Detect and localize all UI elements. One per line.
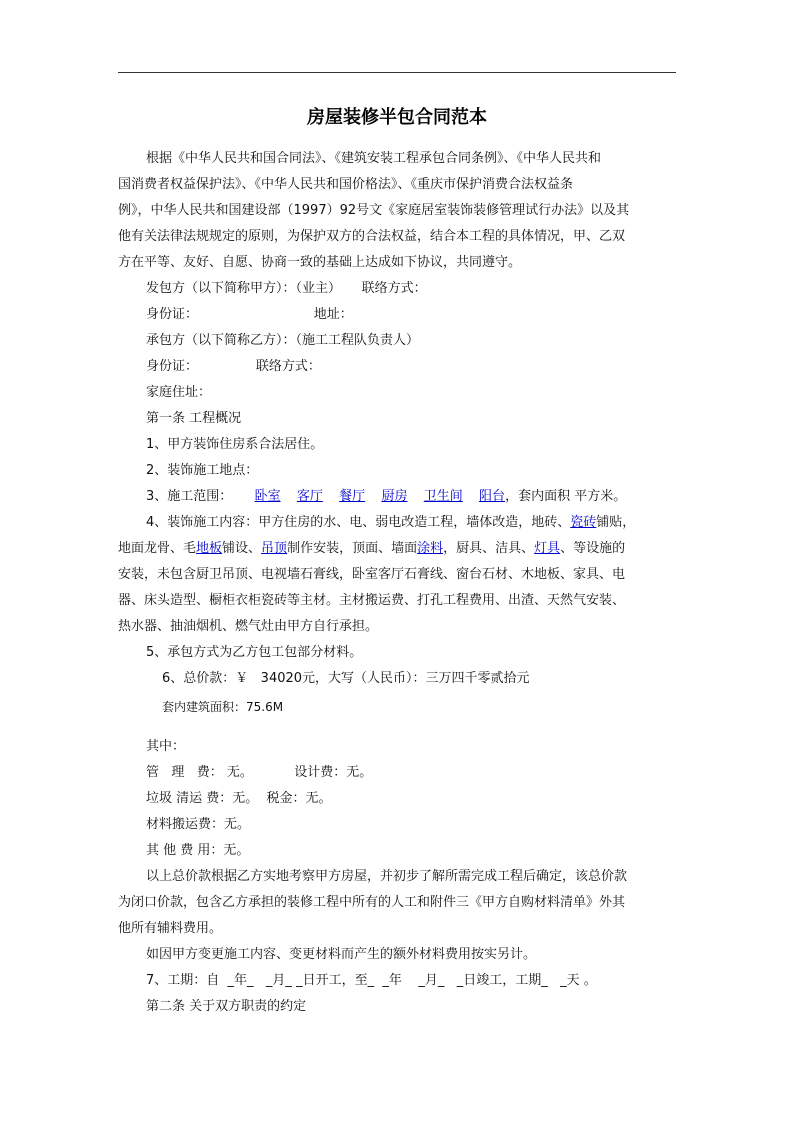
item-3-label: 3、施工范围： bbox=[146, 489, 233, 504]
item-4-text: 制作安装，顶面、墙面 bbox=[287, 541, 418, 556]
article-1-heading: 第一条 工程概况 bbox=[146, 411, 242, 426]
item-4-text: 、等设施的 bbox=[560, 541, 626, 556]
price-note-line-2: 为闭口价款，包含乙方承担的装修工程中所有的人工和附件三《甲方自购材料清单》外其 bbox=[118, 895, 626, 910]
link-ceiling[interactable]: 吊顶 bbox=[261, 541, 288, 556]
item-3 bbox=[146, 485, 626, 504]
item-4-text: ，厨具、洁具、 bbox=[443, 541, 535, 556]
fee-management: 管 理 费： 无。 设计费：无。 bbox=[146, 765, 373, 780]
home-address-line: 家庭住址： bbox=[146, 385, 212, 400]
header-rule bbox=[118, 72, 676, 73]
fee-other: 其 他 费 用：无。 bbox=[146, 843, 250, 858]
room-link-bathroom[interactable]: 卫生间 bbox=[423, 489, 463, 504]
item-3-tail: ，套内面积 平方米。 bbox=[505, 489, 627, 504]
intro-line-2: 国消费者权益保护法》、《中华人民共和国价格法》、《重庆市保护消费合法权益条 bbox=[118, 177, 574, 192]
room-link-bedroom[interactable]: 卧室 bbox=[254, 489, 281, 504]
link-floor[interactable]: 地板 bbox=[196, 541, 223, 556]
item-6-total-price: 6、总价款：￥ 34020元，大写（人民币）：三万四千零贰拾元 bbox=[162, 671, 530, 686]
item-4-line-2 bbox=[118, 537, 625, 556]
item-4-line-5: 热水器、抽油烟机、燃气灶由甲方自行承担。 bbox=[118, 619, 379, 634]
party-a-line: 发包方（以下简称甲方）：（业主） 联络方式： bbox=[146, 281, 427, 296]
price-note-line-1: 以上总价款根据乙方实地考察甲方房屋，并初步了解所需完成工程后确定，该总价款 bbox=[146, 869, 628, 884]
fee-trash: 垃圾 清运 费：无。 税金：无。 bbox=[146, 791, 332, 806]
link-paint[interactable]: 涂料 bbox=[417, 541, 444, 556]
item-4-line-3: 安装，未包含厨卫吊顶、电视墙石膏线，卧室客厅石膏线、窗台石材、木地板、家具、电 bbox=[118, 567, 626, 582]
room-link-living-room[interactable]: 客厅 bbox=[296, 489, 323, 504]
item-4-text: 铺设、 bbox=[222, 541, 262, 556]
fee-material-moving: 材料搬运费：无。 bbox=[146, 817, 251, 832]
party-b-id-line: 身份证： 联络方式： bbox=[146, 359, 321, 374]
intro-line-1: 根据《中华人民共和国合同法》、《建筑安装工程承包合同条例》、《中华人民共和 bbox=[146, 151, 602, 166]
interior-area: 套内建筑面积：75.6M bbox=[162, 700, 284, 714]
item-7-duration: 7、工期：自 _年_ _月_ _日开工，至_ _年 _月_ _日竣工，工期_ _天 。 bbox=[146, 973, 597, 988]
price-note-line-3: 他所有辅料费用。 bbox=[118, 921, 223, 936]
document-title: 房屋装修半包合同范本 bbox=[307, 107, 487, 128]
room-link-dining-room[interactable]: 餐厅 bbox=[339, 489, 366, 504]
party-b-line: 承包方（以下简称乙方）：（施工工程队负责人） bbox=[146, 333, 420, 348]
intro-line-4: 他有关法律法规规定的原则，为保护双方的合法权益，结合本工程的具体情况，甲、乙双 bbox=[118, 229, 626, 244]
item-4-text: 地面龙骨、毛 bbox=[118, 541, 197, 556]
article-2-heading: 第二条 关于双方职责的约定 bbox=[146, 999, 307, 1014]
room-link-kitchen[interactable]: 厨房 bbox=[381, 489, 408, 504]
item-2: 2、装饰施工地点： bbox=[146, 463, 259, 478]
item-4-line-1 bbox=[146, 511, 635, 530]
item-4-text: 铺贴， bbox=[596, 515, 636, 530]
change-note: 如因甲方变更施工内容、变更材料而产生的额外材料费用按实另计。 bbox=[146, 947, 537, 962]
link-tile[interactable]: 瓷砖 bbox=[570, 515, 597, 530]
item-5: 5、承包方式为乙方包工包部分材料。 bbox=[146, 645, 363, 660]
intro-line-5: 方在平等、友好、自愿、协商一致的基础上达成如下协议，共同遵守。 bbox=[118, 255, 522, 270]
party-a-id-line: 身份证： 地址： bbox=[146, 307, 353, 322]
link-lamps[interactable]: 灯具 bbox=[534, 541, 561, 556]
item-4-line-4: 器、床头造型、橱柜衣柜瓷砖等主材。主材搬运费、打孔工程费用、出渣、天然气安装、 bbox=[118, 593, 626, 608]
intro-line-3: 例》，中华人民共和国建设部（1997）92号文《家庭居室装饰装修管理试行办法》以及其 bbox=[118, 203, 630, 218]
item-1: 1、甲方装饰住房系合法居住。 bbox=[146, 437, 324, 452]
room-link-balcony[interactable]: 阳台 bbox=[479, 489, 506, 504]
item-4-text: 4、装饰施工内容：甲方住房的水、电、弱电改造工程，墙体改造，地砖、 bbox=[146, 515, 571, 530]
among-label: 其中： bbox=[146, 739, 186, 754]
